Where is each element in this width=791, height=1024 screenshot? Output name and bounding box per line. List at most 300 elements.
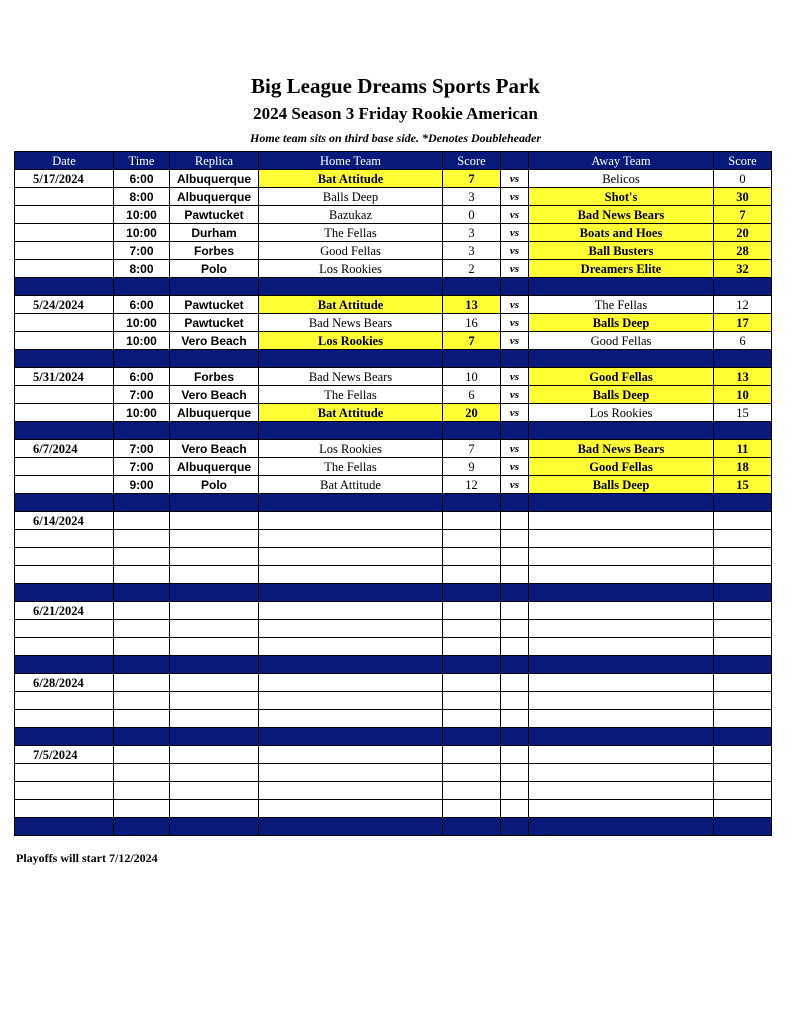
field-cell: Vero Beach bbox=[170, 332, 259, 350]
away-score-cell: 11 bbox=[714, 440, 772, 458]
date-cell: 7/5/2024 bbox=[15, 746, 114, 764]
home-score-cell: 3 bbox=[443, 188, 501, 206]
away-team-cell: Bad News Bears bbox=[529, 440, 714, 458]
home-team-cell bbox=[259, 782, 443, 800]
date-cell bbox=[15, 530, 114, 548]
time-cell: 10:00 bbox=[114, 314, 170, 332]
separator-cell bbox=[114, 422, 170, 440]
time-cell: 10:00 bbox=[114, 404, 170, 422]
field-cell bbox=[170, 602, 259, 620]
empty-row bbox=[15, 674, 772, 692]
home-team-cell bbox=[259, 800, 443, 818]
away-score-cell bbox=[714, 530, 772, 548]
away-team-cell bbox=[529, 638, 714, 656]
home-team-cell bbox=[259, 710, 443, 728]
separator-cell bbox=[443, 728, 501, 746]
home-score-cell bbox=[443, 548, 501, 566]
separator-cell bbox=[114, 494, 170, 512]
separator-cell bbox=[443, 350, 501, 368]
away-score-cell: 7 bbox=[714, 206, 772, 224]
field-cell: Albuquerque bbox=[170, 404, 259, 422]
separator-cell bbox=[259, 728, 443, 746]
home-score-cell: 2 bbox=[443, 260, 501, 278]
separator-cell bbox=[114, 818, 170, 836]
separator-cell bbox=[259, 422, 443, 440]
empty-row bbox=[15, 746, 772, 764]
game-row bbox=[15, 188, 772, 206]
time-cell: 9:00 bbox=[114, 476, 170, 494]
away-score-cell: 17 bbox=[714, 314, 772, 332]
separator-cell bbox=[529, 422, 714, 440]
schedule-body bbox=[15, 170, 772, 836]
home-team-cell: Balls Deep bbox=[259, 188, 443, 206]
empty-row bbox=[15, 782, 772, 800]
field-cell: Pawtucket bbox=[170, 314, 259, 332]
date-cell bbox=[15, 638, 114, 656]
home-team-cell: Los Rookies bbox=[259, 260, 443, 278]
separator-cell bbox=[501, 656, 529, 674]
away-team-cell: Los Rookies bbox=[529, 404, 714, 422]
home-team-cell: Los Rookies bbox=[259, 332, 443, 350]
week-separator bbox=[15, 422, 772, 440]
home-team-cell bbox=[259, 530, 443, 548]
away-team-cell: Belicos bbox=[529, 170, 714, 188]
time-cell bbox=[114, 746, 170, 764]
away-team-cell: Boats and Hoes bbox=[529, 224, 714, 242]
separator-cell bbox=[114, 278, 170, 296]
home-team-cell bbox=[259, 674, 443, 692]
vs-cell bbox=[501, 548, 529, 566]
field-cell bbox=[170, 674, 259, 692]
time-cell bbox=[114, 782, 170, 800]
separator-cell bbox=[501, 818, 529, 836]
col-header-date: Date bbox=[15, 152, 114, 170]
separator-cell bbox=[15, 494, 114, 512]
date-cell bbox=[15, 242, 114, 260]
away-score-cell: 20 bbox=[714, 224, 772, 242]
empty-row bbox=[15, 800, 772, 818]
away-score-cell bbox=[714, 746, 772, 764]
date-cell bbox=[15, 458, 114, 476]
away-team-cell: Balls Deep bbox=[529, 314, 714, 332]
date-cell bbox=[15, 260, 114, 278]
home-score-cell bbox=[443, 602, 501, 620]
away-score-cell bbox=[714, 512, 772, 530]
field-cell: Albuquerque bbox=[170, 188, 259, 206]
home-team-cell: Bat Attitude bbox=[259, 476, 443, 494]
away-score-cell bbox=[714, 710, 772, 728]
separator-cell bbox=[714, 494, 772, 512]
separator-cell bbox=[15, 656, 114, 674]
away-score-cell: 10 bbox=[714, 386, 772, 404]
col-header-time: Time bbox=[114, 152, 170, 170]
separator-cell bbox=[170, 494, 259, 512]
date-cell: 5/17/2024 bbox=[15, 170, 114, 188]
empty-row bbox=[15, 548, 772, 566]
field-cell bbox=[170, 530, 259, 548]
away-score-cell: 32 bbox=[714, 260, 772, 278]
date-cell bbox=[15, 332, 114, 350]
vs-cell bbox=[501, 782, 529, 800]
separator-cell bbox=[529, 350, 714, 368]
away-team-cell bbox=[529, 512, 714, 530]
field-cell: Forbes bbox=[170, 368, 259, 386]
home-team-cell bbox=[259, 692, 443, 710]
home-score-cell: 3 bbox=[443, 242, 501, 260]
vs-cell: vs bbox=[501, 206, 529, 224]
home-score-cell bbox=[443, 800, 501, 818]
away-team-cell bbox=[529, 782, 714, 800]
home-team-cell: Bad News Bears bbox=[259, 314, 443, 332]
week-separator bbox=[15, 350, 772, 368]
time-cell bbox=[114, 800, 170, 818]
game-row bbox=[15, 458, 772, 476]
date-cell: 6/7/2024 bbox=[15, 440, 114, 458]
separator-cell bbox=[170, 656, 259, 674]
away-team-cell bbox=[529, 764, 714, 782]
away-team-cell bbox=[529, 620, 714, 638]
field-cell: Polo bbox=[170, 476, 259, 494]
separator-cell bbox=[714, 584, 772, 602]
field-cell: Vero Beach bbox=[170, 386, 259, 404]
home-team-cell bbox=[259, 548, 443, 566]
separator-cell bbox=[170, 350, 259, 368]
time-cell bbox=[114, 512, 170, 530]
home-team-cell: The Fellas bbox=[259, 224, 443, 242]
field-cell bbox=[170, 620, 259, 638]
col-header-vs bbox=[501, 152, 529, 170]
home-score-cell: 13 bbox=[443, 296, 501, 314]
away-score-cell: 13 bbox=[714, 368, 772, 386]
away-team-cell: Shot's bbox=[529, 188, 714, 206]
field-cell: Pawtucket bbox=[170, 296, 259, 314]
away-team-cell: Dreamers Elite bbox=[529, 260, 714, 278]
page-subtitle: 2024 Season 3 Friday Rookie American bbox=[253, 104, 538, 123]
time-cell bbox=[114, 548, 170, 566]
game-row bbox=[15, 476, 772, 494]
home-team-cell: Bad News Bears bbox=[259, 368, 443, 386]
time-cell bbox=[114, 674, 170, 692]
time-cell: 7:00 bbox=[114, 242, 170, 260]
date-cell: 6/28/2024 bbox=[15, 674, 114, 692]
time-cell bbox=[114, 764, 170, 782]
page-title: Big League Dreams Sports Park bbox=[251, 74, 540, 98]
date-cell: 6/21/2024 bbox=[15, 602, 114, 620]
time-cell: 6:00 bbox=[114, 368, 170, 386]
away-team-cell: Bad News Bears bbox=[529, 206, 714, 224]
away-team-cell bbox=[529, 548, 714, 566]
away-score-cell: 28 bbox=[714, 242, 772, 260]
home-team-cell: Bat Attitude bbox=[259, 170, 443, 188]
home-team-cell bbox=[259, 638, 443, 656]
date-cell bbox=[15, 314, 114, 332]
separator-cell bbox=[529, 728, 714, 746]
empty-row bbox=[15, 512, 772, 530]
date-cell bbox=[15, 566, 114, 584]
col-header-home-score: Score bbox=[443, 152, 501, 170]
away-score-cell bbox=[714, 548, 772, 566]
home-team-cell: Los Rookies bbox=[259, 440, 443, 458]
vs-cell bbox=[501, 764, 529, 782]
separator-cell bbox=[114, 350, 170, 368]
empty-row bbox=[15, 530, 772, 548]
vs-cell bbox=[501, 620, 529, 638]
vs-cell bbox=[501, 530, 529, 548]
vs-cell: vs bbox=[501, 332, 529, 350]
away-score-cell bbox=[714, 602, 772, 620]
date-cell bbox=[15, 692, 114, 710]
away-team-cell: The Fellas bbox=[529, 296, 714, 314]
away-team-cell: Good Fellas bbox=[529, 458, 714, 476]
vs-cell: vs bbox=[501, 476, 529, 494]
separator-cell bbox=[443, 656, 501, 674]
away-score-cell: 15 bbox=[714, 404, 772, 422]
date-cell bbox=[15, 206, 114, 224]
separator-cell bbox=[114, 656, 170, 674]
vs-cell bbox=[501, 566, 529, 584]
schedule-table bbox=[14, 151, 772, 836]
away-score-cell bbox=[714, 764, 772, 782]
field-cell: Polo bbox=[170, 260, 259, 278]
empty-row bbox=[15, 602, 772, 620]
playoffs-note: Playoffs will start 7/12/2024 bbox=[16, 851, 158, 865]
home-team-cell bbox=[259, 764, 443, 782]
away-team-cell bbox=[529, 800, 714, 818]
separator-cell bbox=[443, 818, 501, 836]
home-team-cell: Bat Attitude bbox=[259, 296, 443, 314]
separator-cell bbox=[714, 422, 772, 440]
game-row bbox=[15, 260, 772, 278]
away-team-cell: Ball Busters bbox=[529, 242, 714, 260]
separator-cell bbox=[170, 278, 259, 296]
field-cell bbox=[170, 566, 259, 584]
home-team-cell: Good Fellas bbox=[259, 242, 443, 260]
away-team-cell: Balls Deep bbox=[529, 386, 714, 404]
vs-cell: vs bbox=[501, 440, 529, 458]
separator-cell bbox=[259, 656, 443, 674]
date-cell bbox=[15, 710, 114, 728]
home-team-cell bbox=[259, 746, 443, 764]
game-row bbox=[15, 368, 772, 386]
home-score-cell bbox=[443, 764, 501, 782]
date-cell bbox=[15, 188, 114, 206]
week-separator bbox=[15, 494, 772, 512]
home-score-cell: 9 bbox=[443, 458, 501, 476]
separator-cell bbox=[259, 494, 443, 512]
away-score-cell bbox=[714, 692, 772, 710]
home-score-cell bbox=[443, 674, 501, 692]
field-cell: Forbes bbox=[170, 242, 259, 260]
separator-cell bbox=[170, 728, 259, 746]
week-separator bbox=[15, 656, 772, 674]
field-cell bbox=[170, 638, 259, 656]
time-cell: 8:00 bbox=[114, 260, 170, 278]
separator-cell bbox=[259, 350, 443, 368]
time-cell bbox=[114, 692, 170, 710]
time-cell: 10:00 bbox=[114, 332, 170, 350]
away-score-cell: 30 bbox=[714, 188, 772, 206]
field-cell bbox=[170, 746, 259, 764]
separator-cell bbox=[501, 728, 529, 746]
separator-cell bbox=[501, 350, 529, 368]
vs-cell bbox=[501, 602, 529, 620]
field-cell bbox=[170, 800, 259, 818]
away-score-cell bbox=[714, 800, 772, 818]
game-row bbox=[15, 314, 772, 332]
game-row bbox=[15, 404, 772, 422]
time-cell bbox=[114, 566, 170, 584]
week-separator bbox=[15, 818, 772, 836]
col-header-away-team: Away Team bbox=[529, 152, 714, 170]
vs-cell: vs bbox=[501, 224, 529, 242]
time-cell: 7:00 bbox=[114, 386, 170, 404]
separator-cell bbox=[501, 494, 529, 512]
date-cell bbox=[15, 764, 114, 782]
separator-cell bbox=[443, 494, 501, 512]
time-cell: 10:00 bbox=[114, 206, 170, 224]
vs-cell bbox=[501, 674, 529, 692]
home-score-cell bbox=[443, 566, 501, 584]
vs-cell bbox=[501, 692, 529, 710]
vs-cell bbox=[501, 512, 529, 530]
vs-cell: vs bbox=[501, 188, 529, 206]
time-cell: 10:00 bbox=[114, 224, 170, 242]
home-team-cell bbox=[259, 620, 443, 638]
vs-cell bbox=[501, 800, 529, 818]
time-cell bbox=[114, 530, 170, 548]
vs-cell: vs bbox=[501, 242, 529, 260]
home-score-cell bbox=[443, 512, 501, 530]
away-score-cell: 15 bbox=[714, 476, 772, 494]
separator-cell bbox=[15, 584, 114, 602]
date-cell: 6/14/2024 bbox=[15, 512, 114, 530]
time-cell bbox=[114, 602, 170, 620]
game-row bbox=[15, 242, 772, 260]
separator-cell bbox=[170, 422, 259, 440]
time-cell: 7:00 bbox=[114, 440, 170, 458]
home-team-cell bbox=[259, 566, 443, 584]
separator-cell bbox=[259, 584, 443, 602]
separator-cell bbox=[15, 728, 114, 746]
vs-cell: vs bbox=[501, 368, 529, 386]
separator-cell bbox=[501, 278, 529, 296]
vs-cell: vs bbox=[501, 458, 529, 476]
separator-cell bbox=[529, 818, 714, 836]
home-team-cell: Bat Attitude bbox=[259, 404, 443, 422]
away-score-cell: 12 bbox=[714, 296, 772, 314]
empty-row bbox=[15, 620, 772, 638]
field-cell bbox=[170, 512, 259, 530]
vs-cell: vs bbox=[501, 296, 529, 314]
home-score-cell: 6 bbox=[443, 386, 501, 404]
empty-row bbox=[15, 566, 772, 584]
header-row bbox=[15, 152, 772, 170]
away-score-cell: 0 bbox=[714, 170, 772, 188]
game-row bbox=[15, 206, 772, 224]
separator-cell bbox=[501, 422, 529, 440]
field-cell bbox=[170, 710, 259, 728]
separator-cell bbox=[529, 656, 714, 674]
away-score-cell bbox=[714, 674, 772, 692]
date-cell bbox=[15, 476, 114, 494]
separator-cell bbox=[529, 494, 714, 512]
separator-cell bbox=[714, 656, 772, 674]
home-score-cell bbox=[443, 710, 501, 728]
empty-row bbox=[15, 692, 772, 710]
home-team-cell bbox=[259, 602, 443, 620]
home-score-cell bbox=[443, 638, 501, 656]
vs-cell: vs bbox=[501, 314, 529, 332]
field-cell bbox=[170, 782, 259, 800]
away-score-cell bbox=[714, 566, 772, 584]
away-team-cell bbox=[529, 674, 714, 692]
home-team-cell: The Fellas bbox=[259, 458, 443, 476]
game-row bbox=[15, 386, 772, 404]
field-cell: Vero Beach bbox=[170, 440, 259, 458]
separator-cell bbox=[529, 584, 714, 602]
separator-cell bbox=[501, 584, 529, 602]
away-team-cell: Good Fellas bbox=[529, 368, 714, 386]
vs-cell: vs bbox=[501, 170, 529, 188]
col-header-away-score: Score bbox=[714, 152, 772, 170]
game-row bbox=[15, 170, 772, 188]
schedule-note: Home team sits on third base side. *Denotes Doubleheader bbox=[250, 131, 541, 145]
time-cell bbox=[114, 710, 170, 728]
time-cell bbox=[114, 620, 170, 638]
home-score-cell bbox=[443, 620, 501, 638]
field-cell bbox=[170, 692, 259, 710]
field-cell: Pawtucket bbox=[170, 206, 259, 224]
date-cell bbox=[15, 782, 114, 800]
vs-cell: vs bbox=[501, 260, 529, 278]
week-separator bbox=[15, 728, 772, 746]
separator-cell bbox=[15, 422, 114, 440]
game-row bbox=[15, 296, 772, 314]
away-team-cell bbox=[529, 566, 714, 584]
separator-cell bbox=[529, 278, 714, 296]
week-separator bbox=[15, 584, 772, 602]
home-team-cell: The Fellas bbox=[259, 386, 443, 404]
date-cell bbox=[15, 404, 114, 422]
separator-cell bbox=[170, 584, 259, 602]
away-score-cell bbox=[714, 638, 772, 656]
away-team-cell bbox=[529, 692, 714, 710]
game-row bbox=[15, 224, 772, 242]
field-cell: Durham bbox=[170, 224, 259, 242]
home-score-cell: 7 bbox=[443, 170, 501, 188]
field-cell: Albuquerque bbox=[170, 458, 259, 476]
separator-cell bbox=[15, 350, 114, 368]
time-cell: 6:00 bbox=[114, 170, 170, 188]
date-cell: 5/31/2024 bbox=[15, 368, 114, 386]
home-score-cell: 7 bbox=[443, 440, 501, 458]
away-score-cell bbox=[714, 620, 772, 638]
game-row bbox=[15, 440, 772, 458]
field-cell: Albuquerque bbox=[170, 170, 259, 188]
vs-cell: vs bbox=[501, 404, 529, 422]
separator-cell bbox=[259, 278, 443, 296]
separator-cell bbox=[443, 278, 501, 296]
separator-cell bbox=[714, 278, 772, 296]
away-team-cell bbox=[529, 710, 714, 728]
away-score-cell: 6 bbox=[714, 332, 772, 350]
field-cell bbox=[170, 548, 259, 566]
time-cell: 7:00 bbox=[114, 458, 170, 476]
separator-cell bbox=[714, 728, 772, 746]
home-team-cell bbox=[259, 512, 443, 530]
col-header-home-team: Home Team bbox=[259, 152, 443, 170]
separator-cell bbox=[714, 818, 772, 836]
